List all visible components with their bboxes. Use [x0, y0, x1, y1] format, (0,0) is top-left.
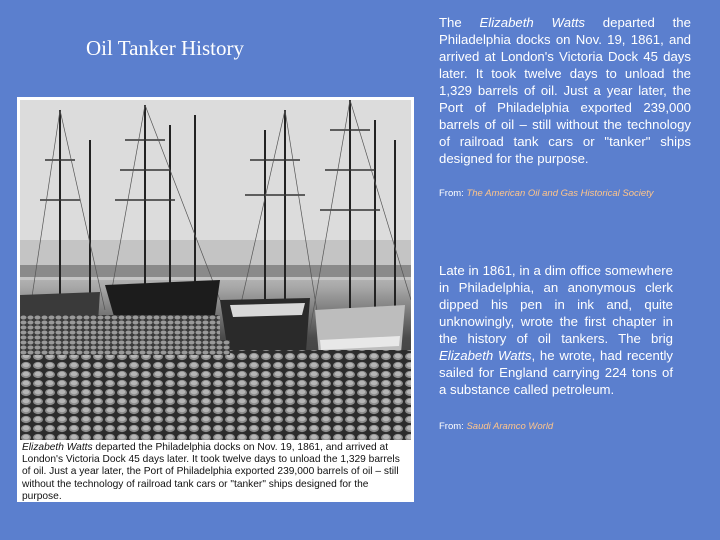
paragraph1-ship-name: Elizabeth Watts [479, 15, 586, 30]
source2-prefix: From: [439, 421, 467, 432]
ships-and-barrels-photo [20, 100, 411, 440]
source-attribution-1 [439, 188, 654, 199]
photo-illustration [20, 100, 411, 440]
paragraph1-rest: departed the Philadelphia docks on Nov. 19, 1861, and arrived at London's Victoria Dock 45 days later. It took twelve days to unload the 1,329 barrels of oil. Just a year later, the Port of Philadelphia exported 239,000 barrels of oil – still without the technology of railroad tank cars or "tanker" ships designed for the purpose. [439, 15, 691, 166]
caption-text: departed the Philadelphia docks on Nov. 19, 1861, and arrived at London's Victoria Dock 45 days later. It took twelve days to unload the 1,329 barrels of oil. Just a year later, the Port of Philadelphia exported 239,000 barrels of oil – still without the technology of railroad tank cars or "tanker" ships designed for the purpose. [22, 442, 400, 502]
historical-photo-frame [17, 97, 414, 502]
paragraph2-rest: , he wrote, had recently sailed for England carrying 224 tons of a substance called petroleum. [439, 348, 674, 397]
source1-prefix: From: [439, 188, 467, 199]
slide-title: Oil Tanker History [86, 36, 244, 60]
photo-caption [20, 440, 411, 503]
source2-name: Saudi Aramco World [466, 421, 554, 432]
caption-ship-name: Elizabeth Watts [22, 442, 93, 453]
paragraph2-ship-name: Elizabeth Watts [439, 348, 532, 363]
paragraph2-lead: Late in 1861, in a dim office somewhere in Philadelphia, an anonymous clerk dipped his pen in ink and, quite unknowingly, wrote the first chapter in the history of oil tankers. The brig [439, 263, 673, 346]
source1-name: The American Oil and Gas Historical Society [466, 188, 654, 199]
source-attribution-2 [439, 421, 553, 432]
paragraph-clerk-history [439, 262, 673, 398]
paragraph-elizabeth-watts-voyage [439, 14, 691, 167]
paragraph1-lead: The [439, 15, 480, 30]
